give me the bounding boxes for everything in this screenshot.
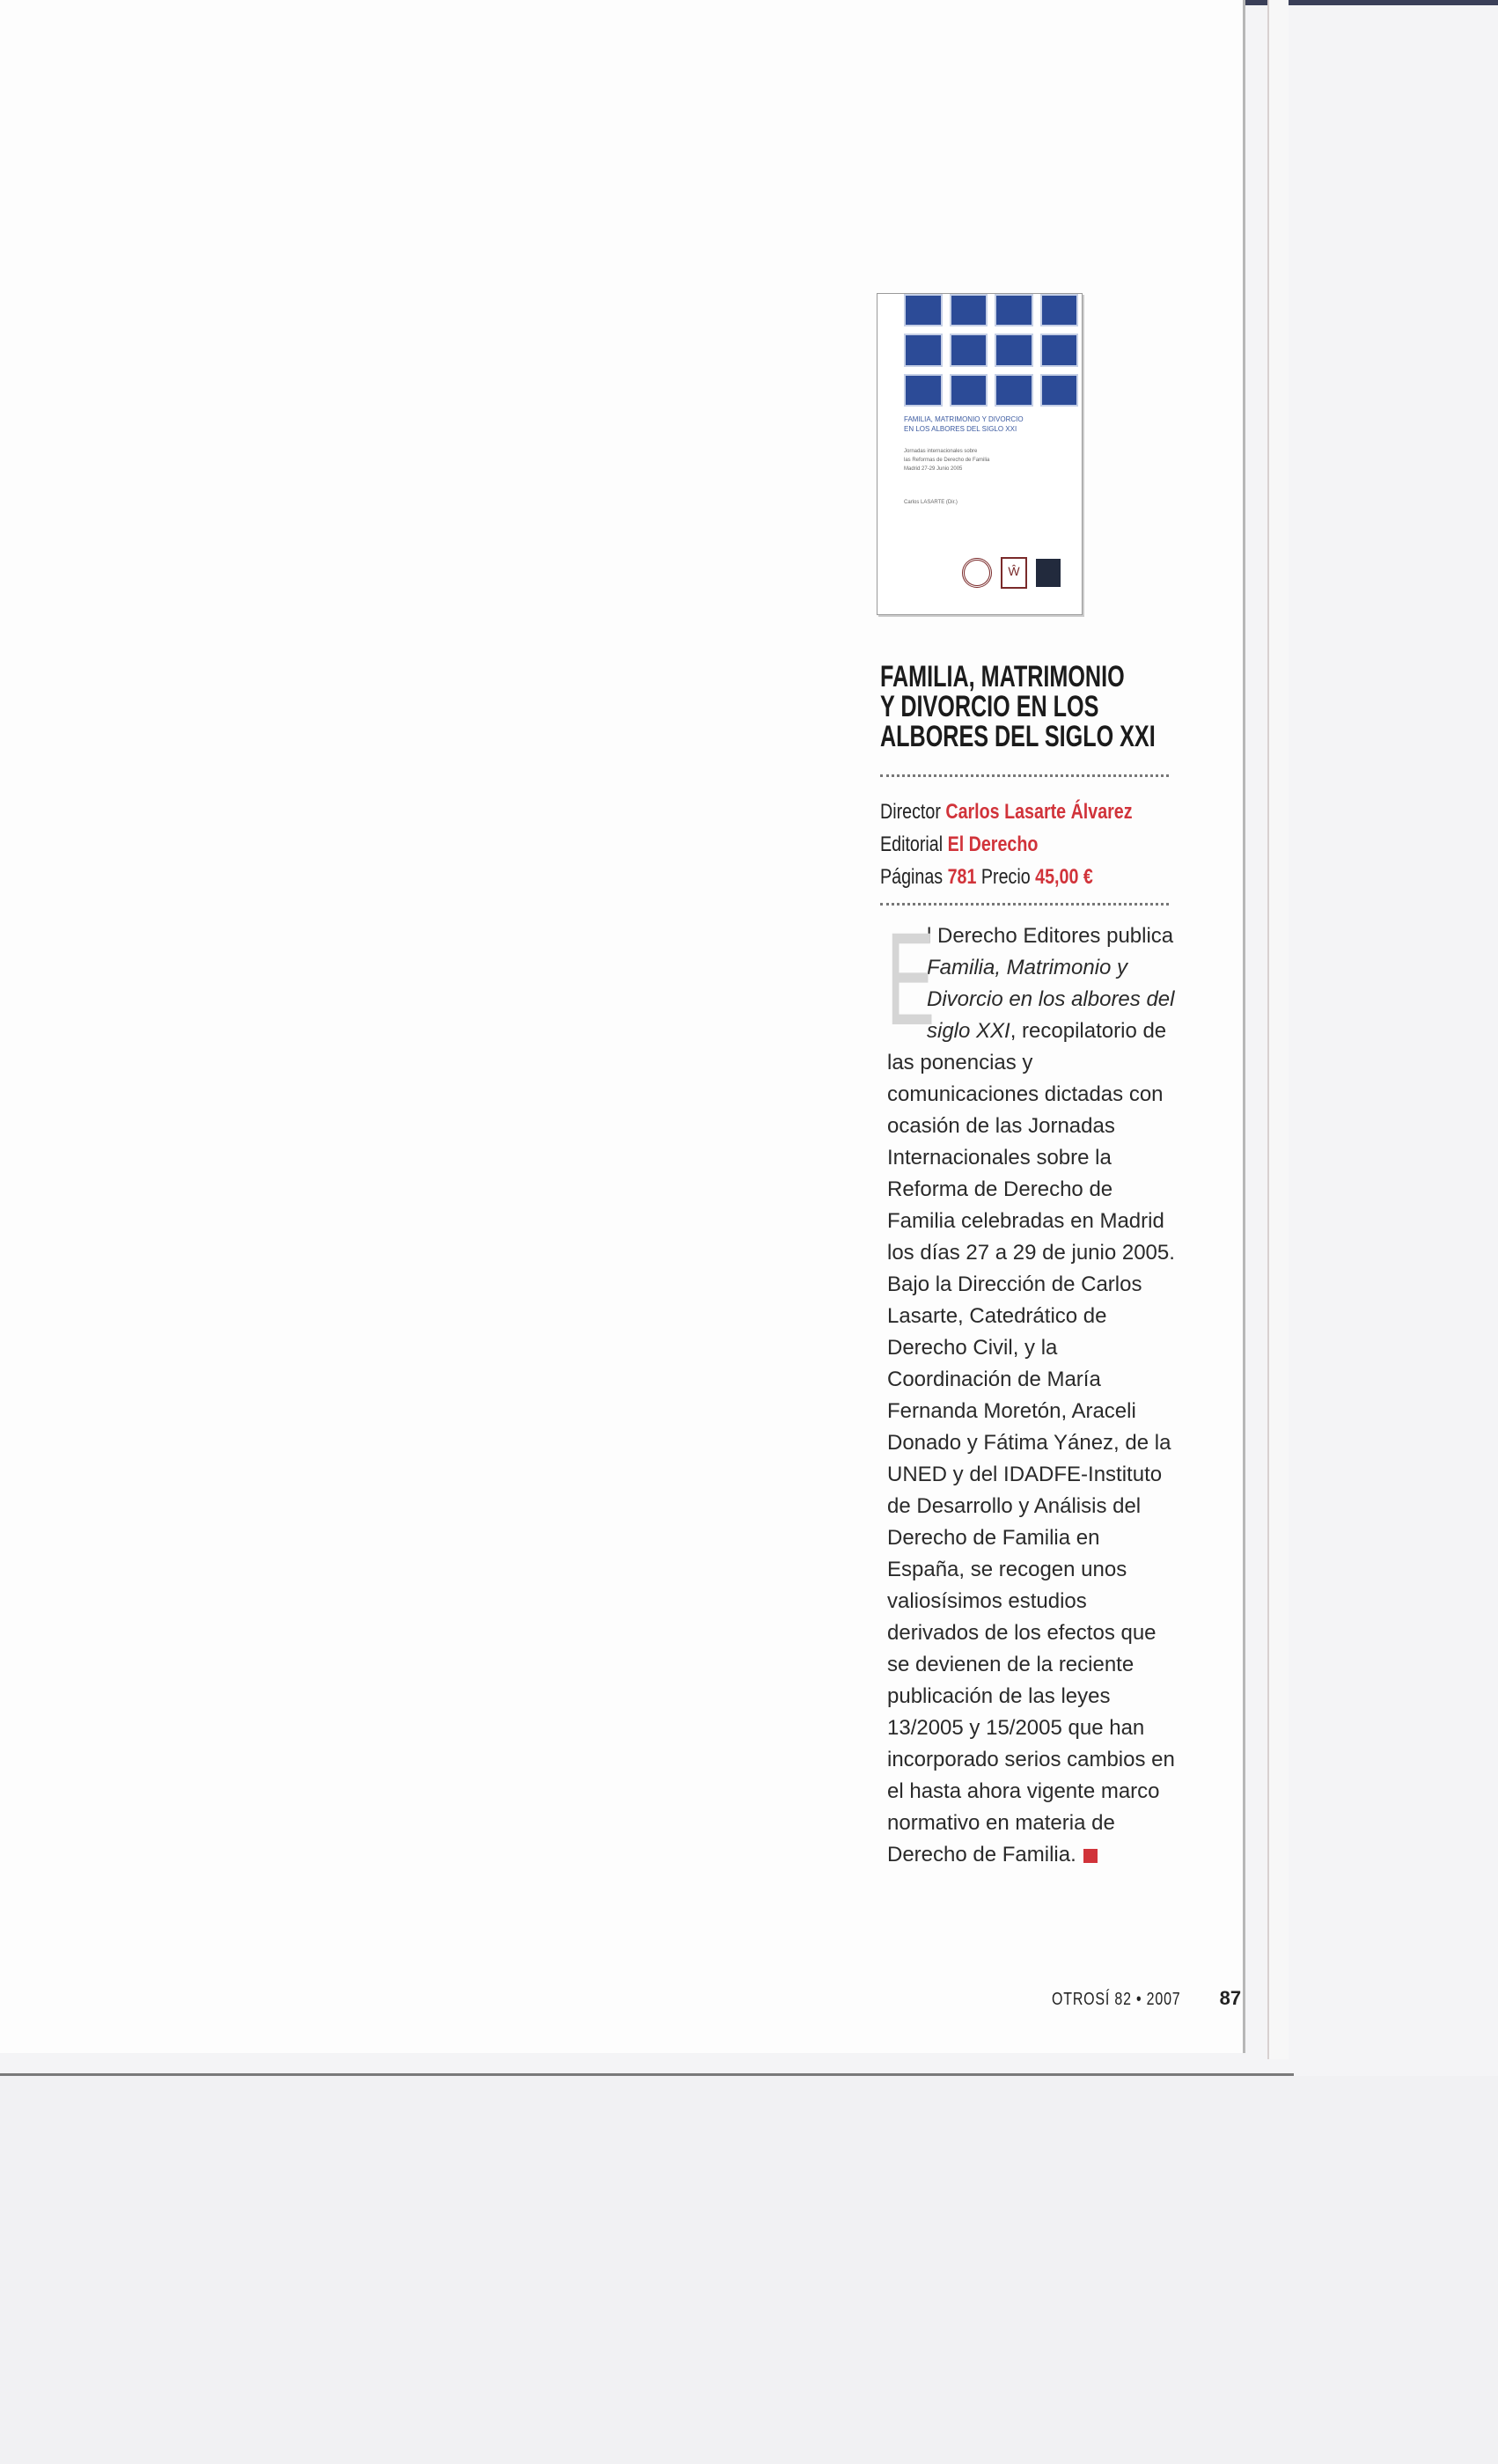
publisher-mark-icon (1036, 559, 1061, 587)
pages-price-row (880, 861, 1155, 893)
cover-tile (950, 334, 988, 366)
cover-tile (1040, 294, 1079, 326)
editorial-label: Editorial (880, 832, 944, 856)
cover-tile (904, 294, 943, 326)
article-paragraph (886, 905, 1176, 1871)
cover-tile (995, 374, 1033, 407)
cover-tile (904, 374, 943, 407)
pages-value: 781 (947, 865, 977, 889)
headline-line: ALBORES DEL SIGLO XXI (880, 720, 1156, 753)
page-footer (1052, 1987, 1241, 2010)
magazine-issue: OTROSÍ 82 • 2007 (1052, 1990, 1181, 2009)
headline-line: FAMILIA, MATRIMONIO (880, 660, 1125, 693)
page-gutter (1267, 0, 1289, 2059)
cover-title-line: EN LOS ALBORES DEL SIGLO XXI (904, 425, 1017, 433)
cover-tile (995, 294, 1033, 326)
price-value: 45,00 € (1035, 865, 1093, 889)
article-headline (880, 660, 1156, 753)
cover-subtitle-line: Jornadas internacionales sobre (904, 449, 978, 454)
publisher-logo-icon: Ŵ (1001, 557, 1027, 589)
scan-background (0, 2076, 1498, 2464)
cover-logos (962, 556, 1061, 590)
cover-tile (1040, 334, 1079, 366)
cover-tile (904, 334, 943, 366)
university-seal-icon (962, 558, 992, 588)
cover-title (904, 414, 1024, 434)
editorial-row (880, 828, 1155, 861)
director-label: Director (880, 800, 941, 824)
cover-title-line: FAMILIA, MATRIMONIO Y DIVORCIO (904, 415, 1024, 423)
price-label: Precio (980, 865, 1031, 889)
dotted-divider (880, 774, 1169, 777)
cover-subtitle (904, 447, 989, 473)
cover-tile (950, 374, 988, 407)
book-details (880, 796, 1215, 893)
article-text: l Derecho Editores publica (927, 924, 1174, 948)
end-of-article-icon (1083, 1849, 1098, 1863)
book-title-italic: Familia, Matrimonio y Divorcio en los albores del siglo XXI (927, 956, 1175, 1043)
director-row (880, 796, 1155, 828)
article-text: , recopilatorio de las ponencias y comunicaciones dictadas con ocasión de las Jornadas Internacionales sobre la Reforma de Derecho de Familia celebradas en Madrid los días 27 a 29 de junio 2005. Bajo la Dirección de Carlos Lasarte, Catedrático de Derecho Civil, y la Coordinación de María Fernanda Moretón, Araceli Donado y Fátima Yánez, de la UNED y del IDADFE-Instituto de Desarrollo y Análisis del Derecho de Familia en España, se recogen unos valiosísimos estudios derivados de los efectos que se devienen de la reciente publicación de las leyes 13/2005 y 15/2005 que han incorporado serios cambios en el hasta ahora vigente marco normativo en materia de Derecho de Familia. (887, 1019, 1175, 1866)
cover-subtitle-line: las Reformas de Derecho de Familia (904, 458, 990, 463)
cover-tile (995, 334, 1033, 366)
article-body (886, 905, 1176, 1871)
cover-pattern (904, 294, 1078, 407)
book-cover (877, 293, 1083, 615)
drop-cap: E (886, 905, 936, 1052)
cover-editor: Carlos LASARTE (Dir.) (904, 500, 958, 505)
pages-label: Páginas (880, 865, 944, 889)
page-number: 87 (1219, 1987, 1242, 2009)
cover-tile (950, 294, 988, 326)
headline-line: Y DIVORCIO EN LOS (880, 690, 1099, 723)
director-value: Carlos Lasarte Álvarez (945, 800, 1133, 824)
cover-subtitle-line: Madrid 27-29 Junio 2005 (904, 466, 963, 472)
cover-tile (1040, 374, 1079, 407)
editorial-value: El Derecho (947, 832, 1039, 856)
